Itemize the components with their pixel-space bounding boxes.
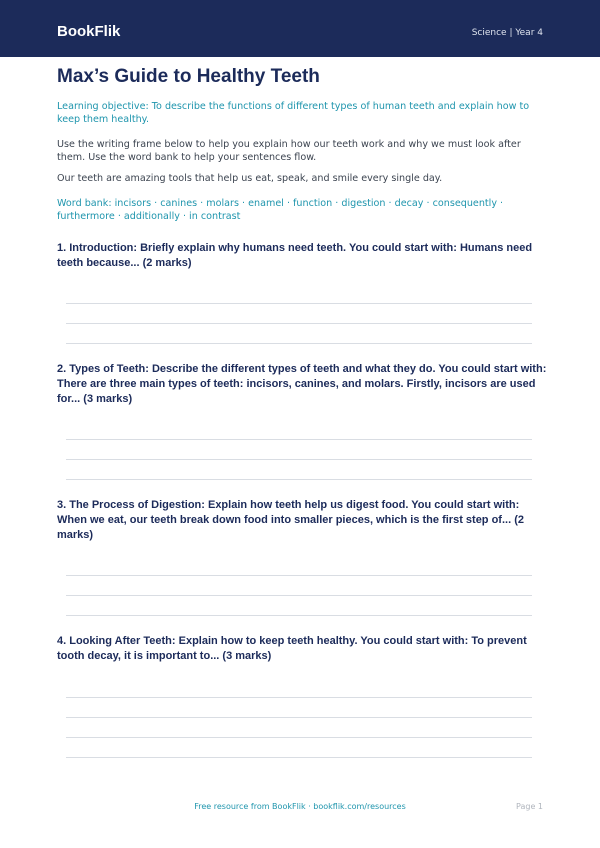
answer-line[interactable] xyxy=(66,595,532,596)
brand-logo[interactable]: BookFlik xyxy=(57,23,121,40)
answer-line[interactable] xyxy=(66,737,532,738)
answer-line[interactable] xyxy=(66,439,532,440)
answer-line[interactable] xyxy=(66,479,532,480)
word-bank: Word bank: incisors · canines · molars · enamel · function · digestion · decay · consequently · furthermore · additionally · in contrast xyxy=(57,198,504,222)
question-2: 2. Types of Teeth: Describe the different types of teeth and what they do. You could start with: There are three main types of teeth: incisors, canines, and molars. Firstly, incisors are used for... (3 marks) xyxy=(57,363,547,405)
instructions-text: Use the writing frame below to help you explain how our teeth work and why we must look after them. Use the word bank to help your sentences flow. xyxy=(57,139,521,163)
answer-line[interactable] xyxy=(66,717,532,718)
question-1: 1. Introduction: Briefly explain why humans need teeth. You could start with: Humans need teeth because... (2 marks) xyxy=(57,242,533,269)
learning-objective: Learning objective: To describe the functions of different types of human teeth and explain how to keep them healthy. xyxy=(57,101,530,125)
page-number: Page 1 xyxy=(516,802,543,811)
intro-text: Our teeth are amazing tools that help us eat, speak, and smile every single day. xyxy=(57,173,443,184)
answer-line[interactable] xyxy=(66,323,532,324)
question-3: 3. The Process of Digestion: Explain how teeth help us digest food. You could start with: When we eat, our teeth break down food into smaller pieces, which is the first step of... (2 marks) xyxy=(57,499,524,541)
footer-text[interactable]: Free resource from BookFlik · bookflik.com/resources xyxy=(194,802,406,811)
answer-line[interactable] xyxy=(66,615,532,616)
answer-line[interactable] xyxy=(66,697,532,698)
answer-line[interactable] xyxy=(66,303,532,304)
question-4: 4. Looking After Teeth: Explain how to keep teeth healthy. You could start with: To prevent tooth decay, it is important to... (3 marks) xyxy=(57,635,527,662)
page-header xyxy=(0,0,600,57)
answer-line[interactable] xyxy=(66,757,532,758)
answer-line[interactable] xyxy=(66,459,532,460)
page-title: Max’s Guide to Healthy Teeth xyxy=(57,66,320,87)
subject-label: Science | Year 4 xyxy=(471,28,543,38)
answer-line[interactable] xyxy=(66,343,532,344)
answer-line[interactable] xyxy=(66,575,532,576)
